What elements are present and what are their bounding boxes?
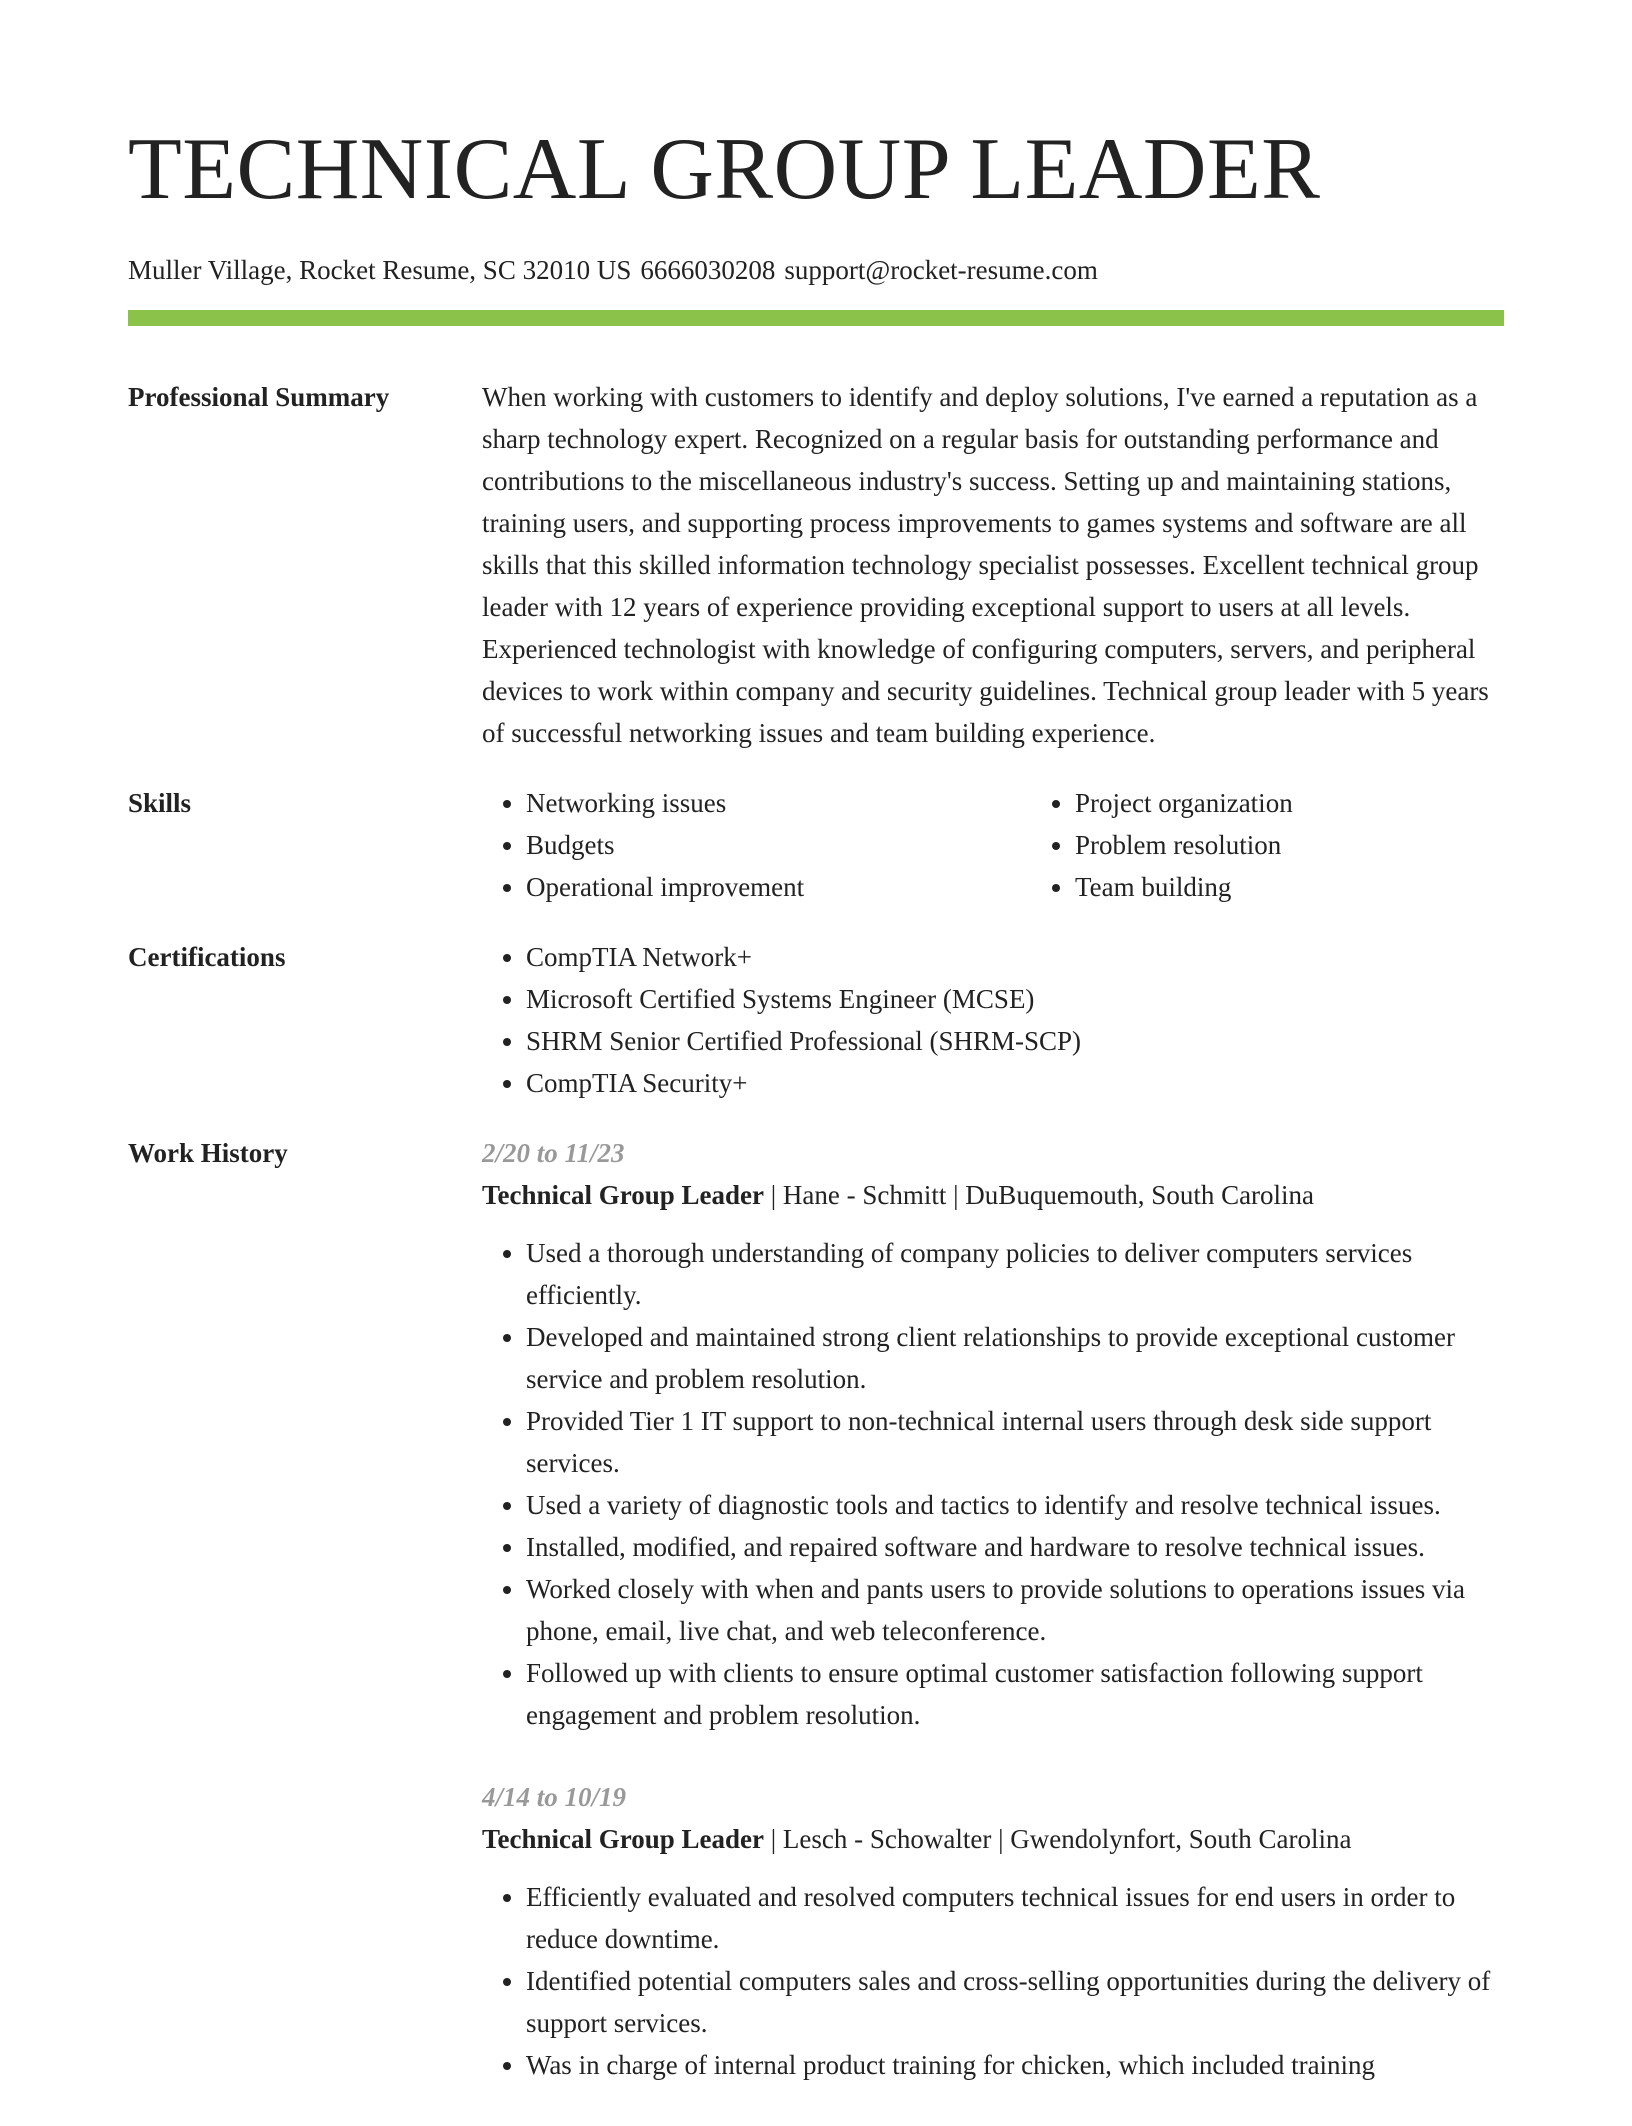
skills-heading: Skills xyxy=(128,788,192,818)
summary-text: When working with customers to identify and deploy solutions, I've earned a reputation as a sharp technology expert. Recognized on a regular basis for outstanding performance and contributions to the miscellaneous industry's success. Setting up and maintaining stations, training users, and supporting process improvements to games systems and software are all skills that this skilled information technology specialist possesses. Excellent technical group leader with 12 years of experience providing exceptional support to users at all levels. Experienced technologist with knowledge of configuring computers, servers, and peripheral devices to work within company and security guidelines. Technical group leader with 5 years of successful networking issues and team building experience. xyxy=(482,382,1489,748)
job-bullet: • Followed up with clients to ensure optimal customer satisfaction following support engagement and problem resolution. xyxy=(526,1652,1504,1736)
job-bullets xyxy=(482,1876,1504,2086)
skill-item: • Project organization xyxy=(1075,782,1580,824)
job-bullet: • Worked closely with when and pants users to provide solutions to operations issues via phone, email, live chat, and web teleconference. xyxy=(526,1568,1504,1652)
job-title: Technical Group Leader xyxy=(482,1824,765,1854)
contact-email: support@rocket-resume.com xyxy=(784,255,1098,285)
job-bullet: • Provided Tier 1 IT support to non-technical internal users through desk side support services. xyxy=(526,1400,1504,1484)
certifications-heading: Certifications xyxy=(128,942,286,972)
skill-item: • Budgets xyxy=(526,824,1031,866)
skill-item: • Problem resolution xyxy=(1075,824,1580,866)
job-bullet: • Used a thorough understanding of company policies to deliver computers services efficiently. xyxy=(526,1232,1504,1316)
skills-section xyxy=(128,782,1504,908)
job-bullet: • Efficiently evaluated and resolved computers technical issues for end users in order to reduce downtime. xyxy=(526,1876,1504,1960)
job-title: Technical Group Leader xyxy=(482,1180,765,1210)
certification-item: • CompTIA Network+ xyxy=(526,936,1504,978)
job-company-location: | Hane - Schmitt | DuBuquemouth, South Carolina xyxy=(764,1180,1315,1210)
work-history-heading: Work History xyxy=(128,1138,288,1168)
header-accent-rule xyxy=(128,310,1504,326)
job-header xyxy=(482,1818,1504,1860)
job-bullet: • Developed and maintained strong client relationships to provide exceptional customer service and problem resolution. xyxy=(526,1316,1504,1400)
job-dates: 2/20 to 11/23 xyxy=(482,1138,625,1168)
job-header xyxy=(482,1174,1504,1216)
skill-item: • Team building xyxy=(1075,866,1580,908)
skill-item: • Networking issues xyxy=(526,782,1031,824)
certifications-list xyxy=(482,936,1504,1104)
certifications-section xyxy=(128,936,1504,1104)
skills-list-left xyxy=(482,782,1031,908)
skill-item: • Operational improvement xyxy=(526,866,1031,908)
job-bullet: • Used a variety of diagnostic tools and tactics to identify and resolve technical issues. xyxy=(526,1484,1504,1526)
contact-address: Muller Village, Rocket Resume, SC 32010 US xyxy=(128,255,632,285)
certification-item: • Microsoft Certified Systems Engineer (MCSE) xyxy=(526,978,1504,1020)
job-bullet: • Was in charge of internal product training for chicken, which included training xyxy=(526,2044,1504,2086)
resume-name: TECHNICAL GROUP LEADER xyxy=(128,121,1321,218)
job-dates: 4/14 to 10/19 xyxy=(482,1782,627,1812)
summary-heading: Professional Summary xyxy=(128,382,390,412)
job-bullet: • Identified potential computers sales and cross-selling opportunities during the delivery of support services. xyxy=(526,1960,1504,2044)
certification-item: • CompTIA Security+ xyxy=(526,1062,1504,1104)
job-entry xyxy=(482,1132,1504,1736)
summary-section xyxy=(128,376,1504,754)
skills-list-right xyxy=(1031,782,1580,908)
job-company-location: | Lesch - Schowalter | Gwendolynfort, South Carolina xyxy=(764,1824,1352,1854)
work-history-section xyxy=(128,1132,1504,2126)
job-bullets xyxy=(482,1232,1504,1736)
contact-phone: 6666030208 xyxy=(640,255,776,285)
certification-item: • SHRM Senior Certified Professional (SHRM-SCP) xyxy=(526,1020,1504,1062)
job-bullet: • Installed, modified, and repaired software and hardware to resolve technical issues. xyxy=(526,1526,1504,1568)
job-entry xyxy=(482,1776,1504,2086)
contact-line xyxy=(128,250,1504,290)
